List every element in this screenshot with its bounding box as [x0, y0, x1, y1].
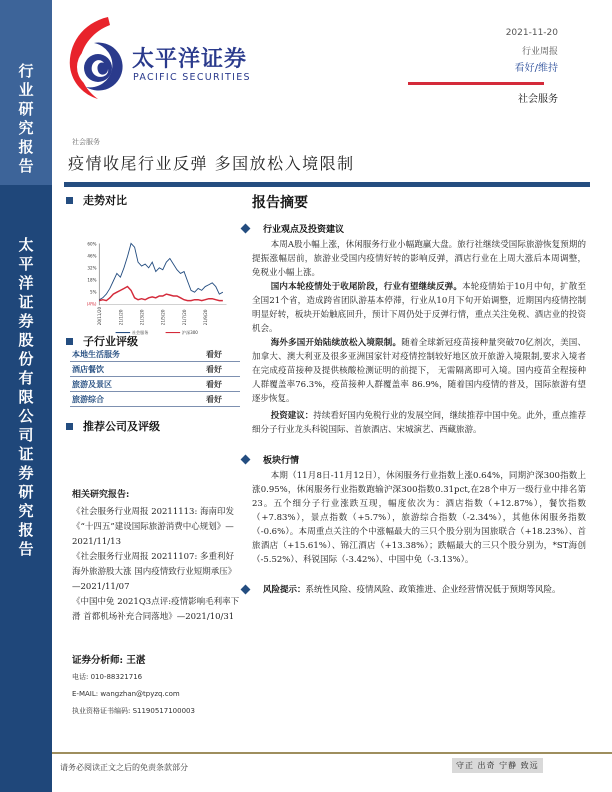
pacific-securities-logo-icon [64, 15, 124, 100]
y-tick-label: 46% [87, 253, 97, 259]
analyst-heading: 证券分析师: 王湛 [72, 655, 146, 666]
paragraph: 本期（11月8日-11月12日），休闲服务行业指数上涨0.64%，同期沪深300指数上涨0.95%，休闲服务行业指数跑输沪深300指数0.31pct,在28个申万一级行业中排名第23。五个细分子行业涨跌互现，幅度依次为：酒店指数（+12.87%），餐饮指数（+7.83%），景点指数（+5.7%），旅游综合指数（-2.34%），其他休闲服务指数（-0.6%）。本周重点关注的个中涨幅最大的三只个股分别为国旅联合（+18.23%）、首旅酒店（+15.61%）、锦江酒店（+13.38%）；跌幅最大的三只个股分别为，*ST海创（-5.52%）、科锐国际（-3.42%）、中国中免（-3.13%）。 [252, 471, 586, 565]
related-report-link[interactable]: 《社会服务行业周报 20211107: 多重利好海外旅游股大涨 国内疫情致行业短期承压》—2021/11/07 [72, 552, 237, 592]
brand-name-cn: 太平洋证券 [132, 47, 248, 72]
risk-label: 风险提示： [263, 585, 306, 595]
sub-rating-heading-label: 子行业评级 [83, 335, 138, 348]
x-tick-label: 21/7/20 [181, 309, 187, 326]
sub-rating-table [70, 347, 240, 407]
diamond-bullet-icon [241, 224, 251, 234]
x-tick-label: 20/11/20 [97, 306, 103, 326]
table-row [70, 347, 240, 362]
paragraph: 本周A股小幅上涨，休闲服务行业小幅跑赢大盘。旅行社继续受国际旅游恢复预期的提振涨幅居前，旅游业受国内疫情好转的影响反弹，酒店行业在上周大涨后本周调整， 免税业小幅上涨。 [252, 240, 586, 278]
x-tick-label: 21/1/20 [118, 309, 124, 326]
footer-motto: 守正 出奇 宁静 致远 [452, 758, 543, 773]
report-type: 行业周报 [521, 47, 558, 57]
square-bullet-icon [66, 197, 73, 204]
related-reports [72, 488, 240, 625]
sub-industry-rating: 看好 [206, 364, 222, 374]
related-report-link[interactable]: 《中国中免 2021Q3点评:疫情影响毛利率下滑 首都机场补充合同落地》—2021/10/31 [72, 597, 240, 622]
recommend-heading-label: 推荐公司及评级 [83, 420, 160, 433]
industry-name: 社会服务 [518, 94, 558, 105]
industry-rating: 看好/维持 [514, 63, 558, 74]
brand-name-en: PACIFIC SECURITIES [133, 72, 251, 83]
abstract [252, 192, 586, 597]
y-tick-label: 60% [87, 241, 97, 247]
sub-industry-rating: 看好 [206, 349, 222, 359]
trend-heading-label: 走势对比 [83, 194, 127, 207]
section-title: 板块行情 [263, 456, 300, 466]
diamond-bullet-icon [241, 455, 251, 465]
report-date: 2021-11-20 [505, 28, 558, 38]
section-heading [242, 222, 586, 235]
category-tag: 社会服务 [72, 138, 100, 146]
legend-label: 沪深300 [181, 330, 198, 335]
footer-rule [52, 752, 612, 754]
legend-label: 社会服务 [131, 330, 149, 335]
section-heading [242, 453, 586, 466]
y-tick-label: 5% [90, 289, 97, 295]
table-row [70, 392, 240, 407]
sidebar-label-industry-research: 行 业 研 究 报 告 [18, 62, 34, 175]
risk-section [242, 583, 586, 597]
diamond-bullet-icon [241, 585, 251, 595]
sub-industry-rating: 看好 [206, 379, 222, 389]
table-row [70, 377, 240, 392]
y-tick-label: 18% [87, 277, 97, 283]
analyst-license: 执业资格证书编码: S1190517100003 [72, 707, 195, 715]
paragraph: 投资建议：持续看好国内免税行业的发展空间，继续推荐中国中免。此外，重点推荐细分子行业龙头科锐国际、首旅酒店、宋城演艺、西藏旅游。 [252, 411, 586, 435]
paragraph: 海外多国开始陆续放松入境限制。随着全球新冠疫苗接种量突破70亿剂次，美国、加拿大、澳大利亚及很多亚洲国家针对疫情控制较好地区放开旅游入境限制,要求入境者在完成疫苗接种及提供核酸检测证明的前提下， 无需隔离即可入境。国内疫苗全程接种人群覆盖率76.3%，疫苗接种人群覆盖率 86.9%，随着国内疫情的普及，国际旅游有望逐步恢复。 [252, 338, 586, 404]
sub-industry-name: 本地生活服务 [72, 349, 120, 359]
x-tick-label: 21/5/20 [160, 309, 166, 326]
sub-industry-name: 酒店餐饮 [72, 364, 104, 374]
risk-text: 系统性风险、疫情风险、政策推进、企业经营情况低于预期等风险。 [305, 585, 561, 595]
series-line-1 [99, 287, 223, 301]
sub-industry-name: 旅游及景区 [72, 379, 112, 389]
y-tick-label: 32% [87, 265, 97, 271]
related-heading: 相关研究报告: [72, 490, 130, 500]
abstract-heading: 报告摘要 [252, 195, 308, 211]
recommend-heading [66, 418, 160, 434]
paragraph: 国内本轮疫情处于收尾阶段，行业有望继续反弹。本轮疫情始于10月中旬，扩散至全国21个省，造成跨省团队游基本停滞，行业从10月下旬开始调整，近期国内疫情控制明显好转，板块开始触底回升，预计下周仍处于反弹行情，重点关注免税、酒店业的投资机会。 [252, 282, 586, 334]
trend-chart [64, 238, 239, 338]
header-red-rule [408, 82, 544, 85]
sub-industry-name: 旅游综合 [72, 394, 104, 404]
analyst-info [72, 652, 242, 724]
analyst-phone: 电话: 010-88321716 [72, 673, 143, 681]
footer-disclaimer: 请务必阅读正文之后的免责条款部分 [60, 763, 188, 772]
square-bullet-icon [66, 423, 73, 430]
square-bullet-icon [66, 338, 73, 345]
related-report-link[interactable]: 《社会服务行业周报 20211113: 海南印发《“十四五”建设国际旅游消费中心规划》—2021/11/13 [72, 507, 235, 547]
sidebar-label-company: 太 平 洋 证 券 股 份 有 限 公 司 证 券 研 究 报 告 [18, 236, 34, 558]
x-tick-label: 21/9/20 [203, 309, 209, 326]
trend-heading [66, 192, 127, 208]
section-title: 行业观点及投资建议 [263, 225, 345, 235]
x-tick-label: 21/3/20 [139, 309, 145, 326]
title-rule [64, 182, 590, 187]
sub-industry-rating: 看好 [206, 394, 222, 404]
report-title: 疫情收尾行业反弹 多国放松入境限制 [68, 154, 355, 173]
analyst-email[interactable]: E-MAIL: wangzhan@tpyzq.com [72, 690, 180, 698]
table-row [70, 362, 240, 377]
y-tick-label: (4%) [86, 301, 97, 307]
